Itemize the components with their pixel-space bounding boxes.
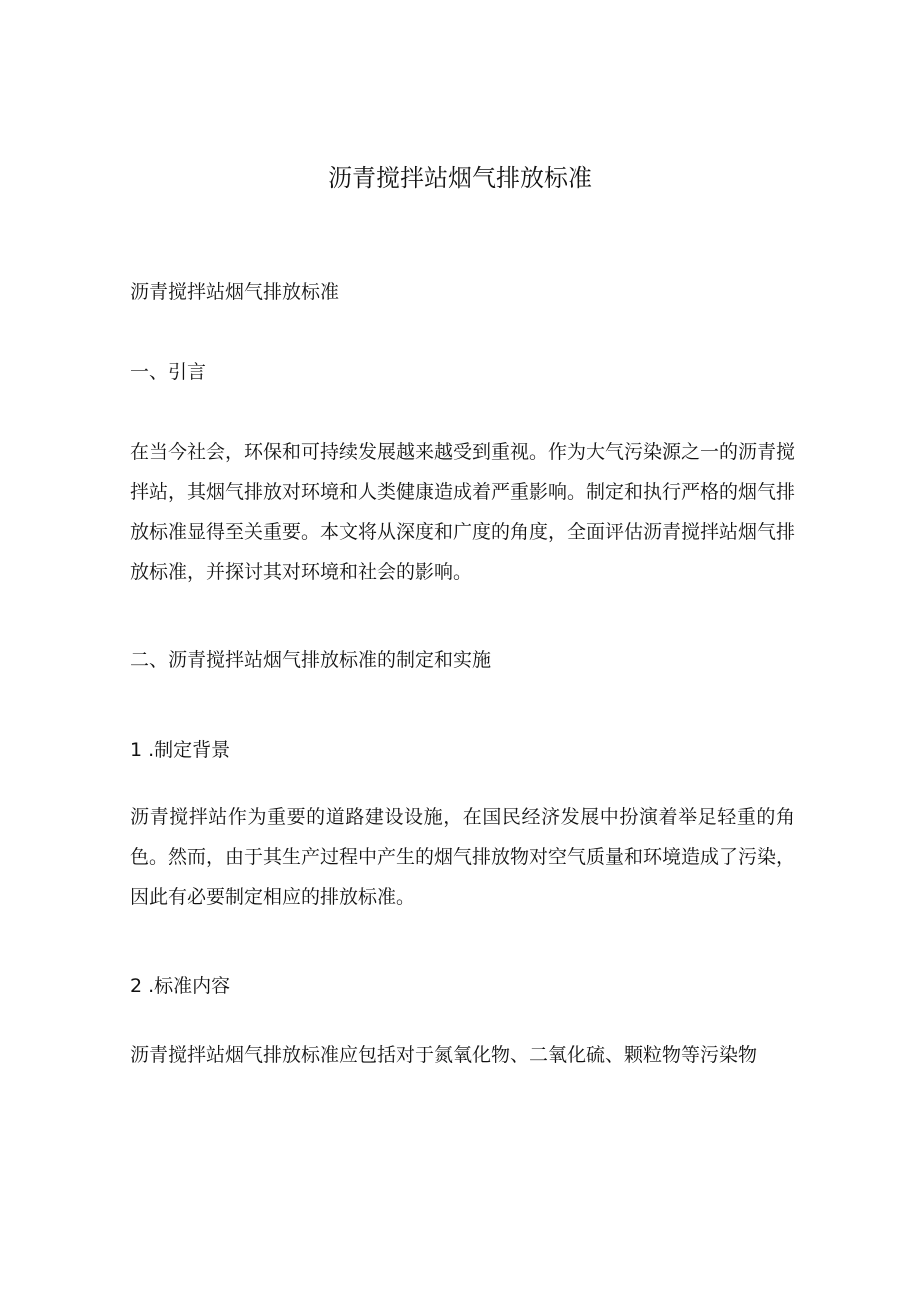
document-subtitle: 沥青搅拌站烟气排放标准 [130,281,340,303]
section-heading-formulation: 二、沥青搅拌站烟气排放标准的制定和实施 [130,649,492,671]
background-paragraph: 沥青搅拌站作为重要的道路建设设施，在国民经济发展中扮演着举足轻重的角色。然而，由于其生产过程中产生的烟气排放物对空气质量和环境造成了污染，因此有必要制定相应的排放标准。 [130,806,796,908]
subsection-heading-content: 2 .标准内容 [130,975,231,997]
content-paragraph: 沥青搅拌站烟气排放标准应包括对于氮氧化物、二氧化硫、颗粒物等污染物 [130,1044,758,1066]
section-heading-introduction: 一、引言 [130,361,207,383]
introduction-paragraph: 在当今社会，环保和可持续发展越来越受到重视。作为大气污染源之一的沥青搅拌站，其烟气排放对环境和人类健康造成着严重影响。制定和执行严格的烟气排放标准显得至关重要。本文将从深度和广度的角度，全面评估沥青搅拌站烟气排放标准，并探讨其对环境和社会的影响。 [130,441,796,583]
document-title: 沥青搅拌站烟气排放标准 [328,164,592,192]
subsection-heading-background: 1 .制定背景 [130,739,231,761]
